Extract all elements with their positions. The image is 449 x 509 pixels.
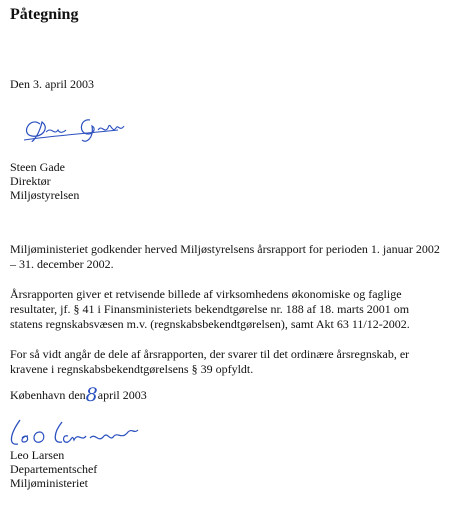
paragraph-approval: Miljøministeriet godkender herved Miljøstyrelsens årsrapport for perioden 1. januar 2002 – 31. december 2002. bbox=[10, 242, 440, 271]
handwritten-day: 8 bbox=[85, 384, 98, 406]
signer1-role: Direktør bbox=[10, 174, 51, 188]
paragraph-assessment: Årsrapporten giver et retvisende billede af virksomhedens økonomiske og faglige resultater, jf. § 41 i Finansministeriets bekendtgørelse nr. 188 af 18. marts 2001 om statens regnskabsvæsen m.v. (regnskabsbekendtgørelsen), samt Akt 63 11/12-2002. bbox=[10, 287, 410, 331]
place-date-line bbox=[10, 384, 147, 406]
place-date-suffix: april 2003 bbox=[97, 388, 147, 402]
signer2-role: Departementschef bbox=[10, 462, 98, 476]
signer2-org: Miljøministeriet bbox=[10, 476, 88, 490]
signer1-org: Miljøstyrelsen bbox=[10, 188, 80, 202]
page-title: Påtegning bbox=[10, 6, 79, 23]
place-date-prefix: København den bbox=[10, 388, 86, 402]
signature-steen-gade bbox=[20, 110, 135, 148]
signature-leo-larsen bbox=[6, 414, 141, 452]
signer2-name: Leo Larsen bbox=[10, 448, 65, 462]
paragraph-compliance: For så vidt angår de dele af årsrapporten, der svarer til det ordinære årsregnskab, er kravene i regnskabsbekendtgørelsens § 39 opfyldt. bbox=[10, 347, 410, 376]
date-line: Den 3. april 2003 bbox=[10, 77, 94, 91]
signer1-name: Steen Gade bbox=[10, 160, 65, 174]
